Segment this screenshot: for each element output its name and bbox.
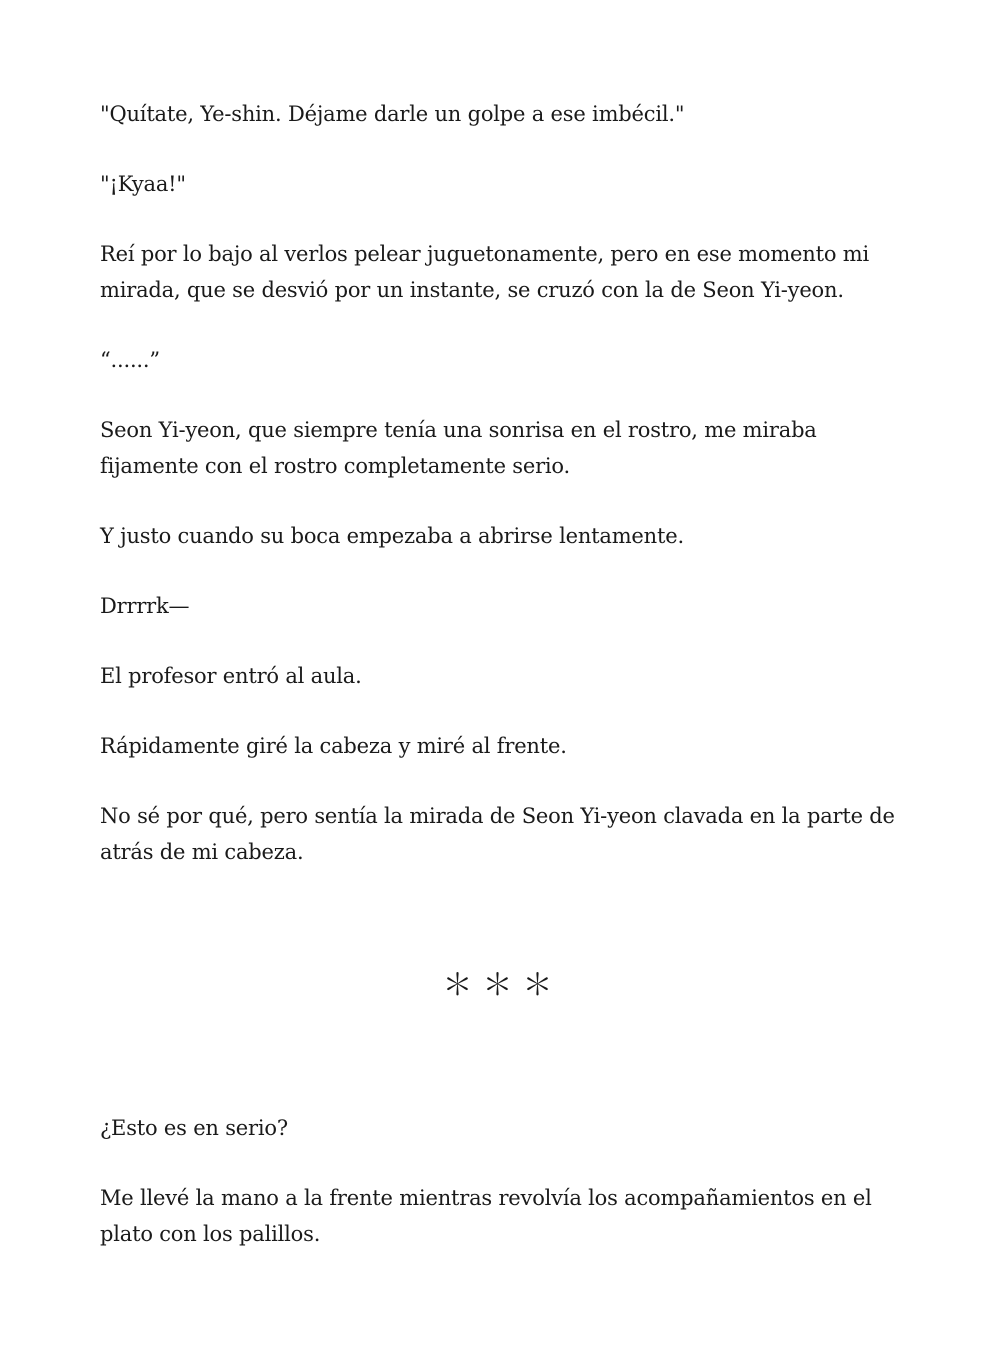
paragraph: Me llevé la mano a la frente mientras revolvía los acompañamientos en el plato con los palillos.	[100, 1186, 872, 1246]
paragraph: Reí por lo bajo al verlos pelear juguetonamente, pero en ese momento mi mirada, que se desvió por un instante, se cruzó con la de Seon Yi-yeon.	[100, 242, 869, 302]
scene-break-separator: ＊＊＊	[442, 968, 563, 1003]
paragraph: Seon Yi-yeon, que siempre tenía una sonrisa en el rostro, me miraba fijamente con el rostro completamente serio.	[100, 418, 817, 478]
paragraph: Rápidamente giré la cabeza y miré al frente.	[100, 734, 567, 758]
paragraph: "Quítate, Ye-shin. Déjame darle un golpe a ese imbécil."	[100, 102, 685, 126]
paragraph: Drrrrk—	[100, 594, 190, 618]
paragraph: El profesor entró al aula.	[100, 664, 362, 688]
paragraph: "¡Kyaa!"	[100, 172, 186, 196]
paragraph: No sé por qué, pero sentía la mirada de Seon Yi-yeon clavada en la parte de atrás de mi cabeza.	[100, 804, 895, 864]
paragraph: “......”	[100, 348, 160, 372]
paragraph: Y justo cuando su boca empezaba a abrirse lentamente.	[100, 524, 684, 548]
paragraph: ¿Esto es en serio?	[100, 1116, 288, 1140]
document-page	[100, 96, 905, 1286]
